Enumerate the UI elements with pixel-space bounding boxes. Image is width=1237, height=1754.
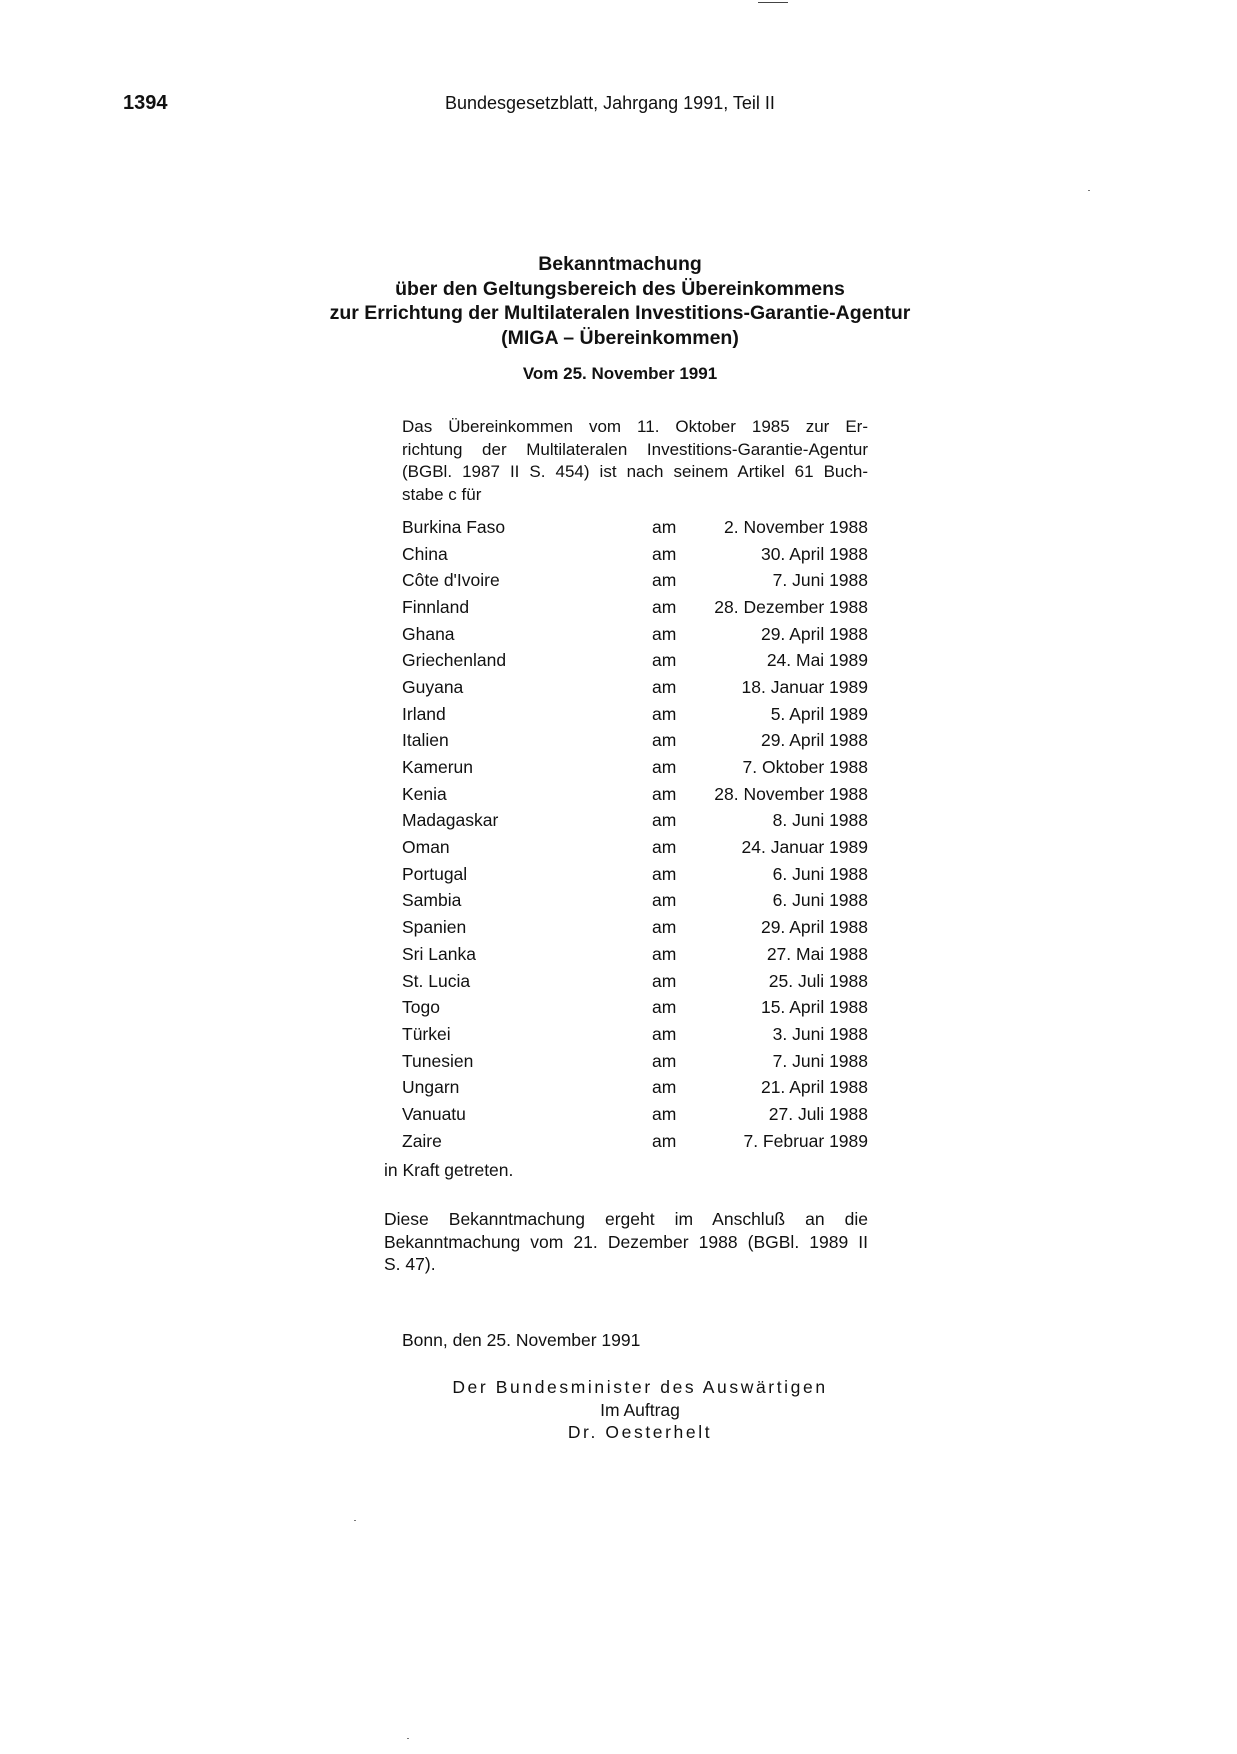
entry-date: 6. Juni 1988 — [772, 863, 868, 884]
am-word: am — [652, 863, 677, 884]
table-row — [402, 754, 868, 781]
table-row — [402, 567, 868, 594]
table-row — [402, 1101, 868, 1128]
entry-date: 5. April 1989 — [770, 703, 868, 724]
entry-date: 29. April 1988 — [760, 730, 868, 751]
entry-date: 30. April 1988 — [760, 543, 868, 564]
entry-date: 6. Juni 1988 — [772, 890, 868, 911]
am-word: am — [652, 650, 677, 671]
table-row — [402, 541, 868, 568]
closing-paragraph — [384, 1208, 868, 1276]
am-word: am — [652, 1103, 677, 1124]
title-line-4: (MIGA – Übereinkommen) — [501, 326, 739, 349]
entry-date: 28. November 1988 — [714, 783, 868, 804]
country-name: Kamerun — [402, 757, 474, 778]
entry-date: 18. Januar 1989 — [741, 676, 868, 697]
table-row — [402, 594, 868, 621]
title-line-2: über den Geltungsbereich des Übereinkommens — [395, 277, 845, 300]
table-row — [402, 1021, 868, 1048]
entry-date: 7. Februar 1989 — [743, 1130, 868, 1151]
am-word: am — [652, 543, 677, 564]
country-name: Sri Lanka — [402, 943, 476, 964]
am-word: am — [652, 1050, 677, 1071]
scan-mark — [758, 2, 788, 3]
closing-line-2: Bekanntmachung vom 21. Dezember 1988 (BGBl. 1989 II — [384, 1231, 868, 1252]
closing-line-3: S. 47). — [384, 1254, 436, 1274]
country-name: Kenia — [402, 783, 447, 804]
am-word: am — [652, 676, 677, 697]
entry-date: 7. Juni 1988 — [772, 1050, 868, 1071]
am-word: am — [652, 757, 677, 778]
table-row — [402, 674, 868, 701]
country-name: Spanien — [402, 917, 467, 938]
intro-line-3: (BGBl. 1987 II S. 454) ist nach seinem Artikel 61 Buch- — [402, 462, 868, 481]
am-word: am — [652, 810, 677, 831]
am-word: am — [652, 783, 677, 804]
intro-paragraph — [402, 416, 868, 506]
am-word: am — [652, 623, 677, 644]
entry-date: 24. Mai 1989 — [766, 650, 868, 671]
signature-name: Dr. Oesterhelt — [567, 1422, 713, 1442]
country-name: Zaire — [402, 1130, 442, 1151]
am-word: am — [652, 1023, 677, 1044]
country-name: Sambia — [402, 890, 462, 911]
am-word: am — [652, 917, 677, 938]
country-name: Tunesien — [402, 1050, 474, 1071]
country-name: Italien — [402, 730, 449, 751]
entry-date: 25. Juli 1988 — [768, 970, 868, 991]
scan-speck — [354, 1520, 356, 1521]
ratification-table-body — [402, 514, 868, 1155]
country-name: Togo — [402, 997, 440, 1018]
entry-date: 27. Mai 1988 — [766, 943, 868, 964]
entry-into-force-text: in Kraft getreten. — [384, 1160, 514, 1180]
table-row — [402, 834, 868, 861]
am-word: am — [652, 997, 677, 1018]
country-name: Finnland — [402, 596, 470, 617]
entry-date: 29. April 1988 — [760, 623, 868, 644]
am-word: am — [652, 730, 677, 751]
table-row — [402, 728, 868, 755]
signature-block — [350, 1376, 930, 1444]
country-name: Griechenland — [402, 650, 507, 671]
table-row — [402, 1128, 868, 1155]
entry-date: 3. Juni 1988 — [772, 1023, 868, 1044]
ratification-table — [402, 514, 868, 1155]
country-name: Côte d'Ivoire — [402, 570, 500, 591]
am-word: am — [652, 703, 677, 724]
table-row — [402, 621, 868, 648]
signature-authority: Der Bundesminister des Auswärtigen — [452, 1377, 828, 1397]
am-word: am — [652, 890, 677, 911]
title-line-3: zur Errichtung der Multilateralen Investitions-Garantie-Agentur — [329, 302, 911, 324]
running-header: Bundesgesetzblatt, Jahrgang 1991, Teil II — [445, 93, 775, 113]
closing-line-1: Diese Bekanntmachung ergeht im Anschluß an die — [384, 1209, 868, 1229]
country-name: Madagaskar — [402, 810, 499, 831]
entry-date: 27. Juli 1988 — [768, 1103, 868, 1124]
place-and-date: Bonn, den 25. November 1991 — [402, 1330, 641, 1350]
intro-line-2: richtung der Multilateralen Investitions-Garantie-Agentur — [402, 439, 868, 459]
country-name: St. Lucia — [402, 970, 471, 991]
entry-date: 21. April 1988 — [760, 1077, 868, 1098]
table-row — [402, 514, 868, 541]
table-row — [402, 914, 868, 941]
am-word: am — [652, 596, 677, 617]
entry-date: 29. April 1988 — [760, 917, 868, 938]
am-word: am — [652, 570, 677, 591]
country-name: Oman — [402, 837, 450, 858]
table-row — [402, 968, 868, 995]
country-name: Türkei — [402, 1023, 451, 1044]
am-word: am — [652, 1130, 677, 1151]
country-name: Portugal — [402, 863, 468, 884]
am-word: am — [652, 837, 677, 858]
entry-date: 24. Januar 1989 — [741, 837, 868, 858]
intro-line-4: stabe c für — [402, 484, 482, 504]
table-row — [402, 647, 868, 674]
am-word: am — [652, 943, 677, 964]
table-row — [402, 1048, 868, 1075]
scan-speck — [407, 1738, 409, 1739]
country-name: China — [402, 543, 448, 564]
table-row — [402, 994, 868, 1021]
table-row — [402, 701, 868, 728]
title-line-1: Bekanntmachung — [538, 253, 702, 275]
page-number: 1394 — [123, 92, 168, 114]
table-row — [402, 781, 868, 808]
table-row — [402, 888, 868, 915]
am-word: am — [652, 970, 677, 991]
entry-date: 8. Juni 1988 — [772, 810, 868, 831]
country-name: Guyana — [402, 676, 464, 697]
entry-date: 28. Dezember 1988 — [714, 596, 868, 617]
country-name: Vanuatu — [402, 1103, 466, 1124]
table-row — [402, 941, 868, 968]
country-name: Ghana — [402, 623, 455, 644]
entry-date: 15. April 1988 — [760, 997, 868, 1018]
am-word: am — [652, 516, 677, 537]
table-row — [402, 1074, 868, 1101]
table-row — [402, 861, 868, 888]
am-word: am — [652, 1077, 677, 1098]
entry-date: 2. November 1988 — [724, 516, 868, 537]
country-name: Burkina Faso — [402, 516, 506, 537]
document-date: Vom 25. November 1991 — [522, 364, 718, 383]
signature-on-behalf: Im Auftrag — [600, 1399, 680, 1420]
country-name: Irland — [402, 703, 446, 724]
entry-date: 7. Oktober 1988 — [742, 757, 868, 778]
entry-date: 7. Juni 1988 — [772, 570, 868, 591]
country-name: Ungarn — [402, 1077, 460, 1098]
intro-line-1: Das Übereinkommen vom 11. Oktober 1985 zur Er- — [402, 417, 868, 436]
scan-speck — [1088, 190, 1090, 191]
table-row — [402, 808, 868, 835]
document-title — [250, 252, 990, 350]
